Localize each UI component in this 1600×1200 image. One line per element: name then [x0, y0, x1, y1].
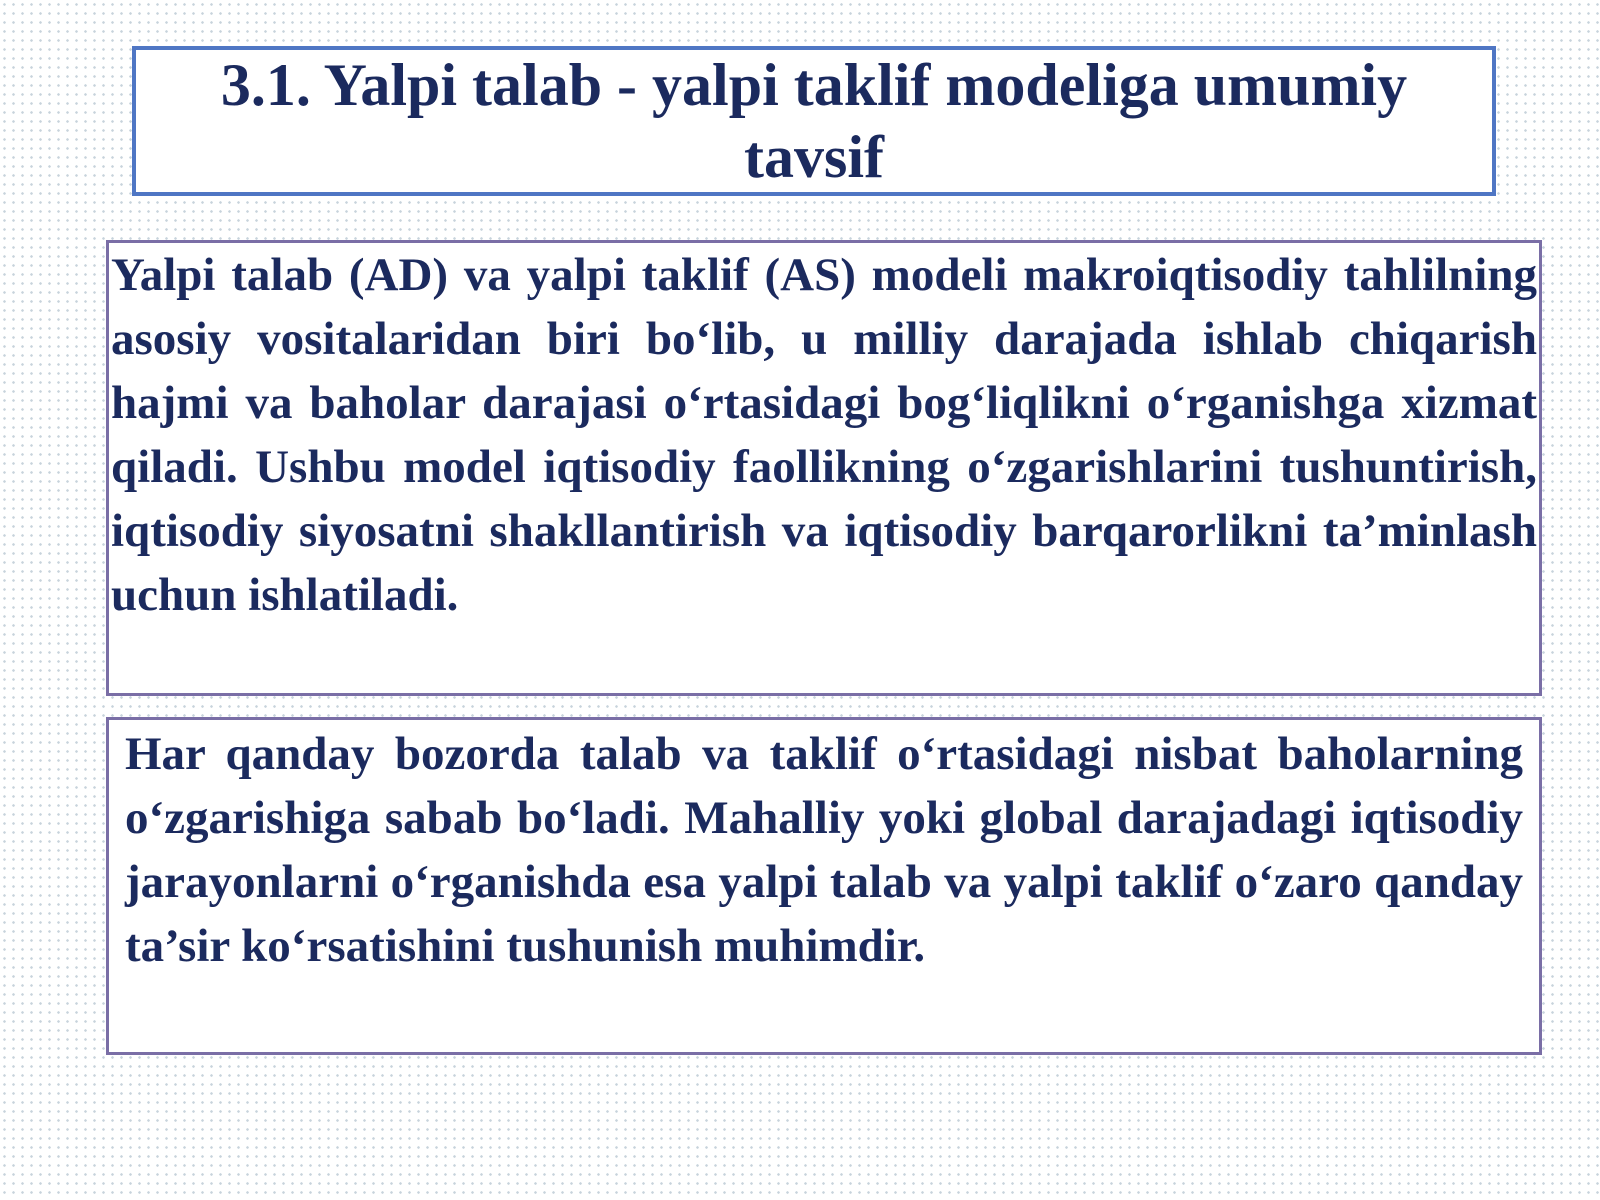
definition-paragraph: Yalpi talab (AD) va yalpi taklif (AS) modeli makroiqtisodiy tahlilning asosiy vositalaridan biri bo‘lib, u milliy darajada ishlab chiqarish hajmi va baholar darajasi o‘rtasidagi bog‘liqlikni o‘rganishga xizmat qiladi. Ushbu model iqtisodiy faollikning o‘zgarishlarini tushuntirish, iqtisodiy siyosatni shakllantirish va iqtisodiy barqarorlikni ta’minlash uchun ishlatiladi.	[106, 240, 1542, 696]
slide-title: 3.1. Yalpi talab - yalpi taklif modeliga umumiy tavsif	[220, 52, 1408, 190]
title-box	[132, 46, 1496, 196]
market-paragraph: Har qanday bozorda talab va taklif o‘rtasidagi nisbat baholarning o‘zgarishiga sabab bo‘ladi. Mahalliy yoki global darajadagi iqtisodiy jarayonlarni o‘rganishda esa yalpi talab va yalpi taklif o‘zaro qanday ta’sir ko‘rsatishini tushunish muhimdir.	[106, 717, 1542, 1055]
